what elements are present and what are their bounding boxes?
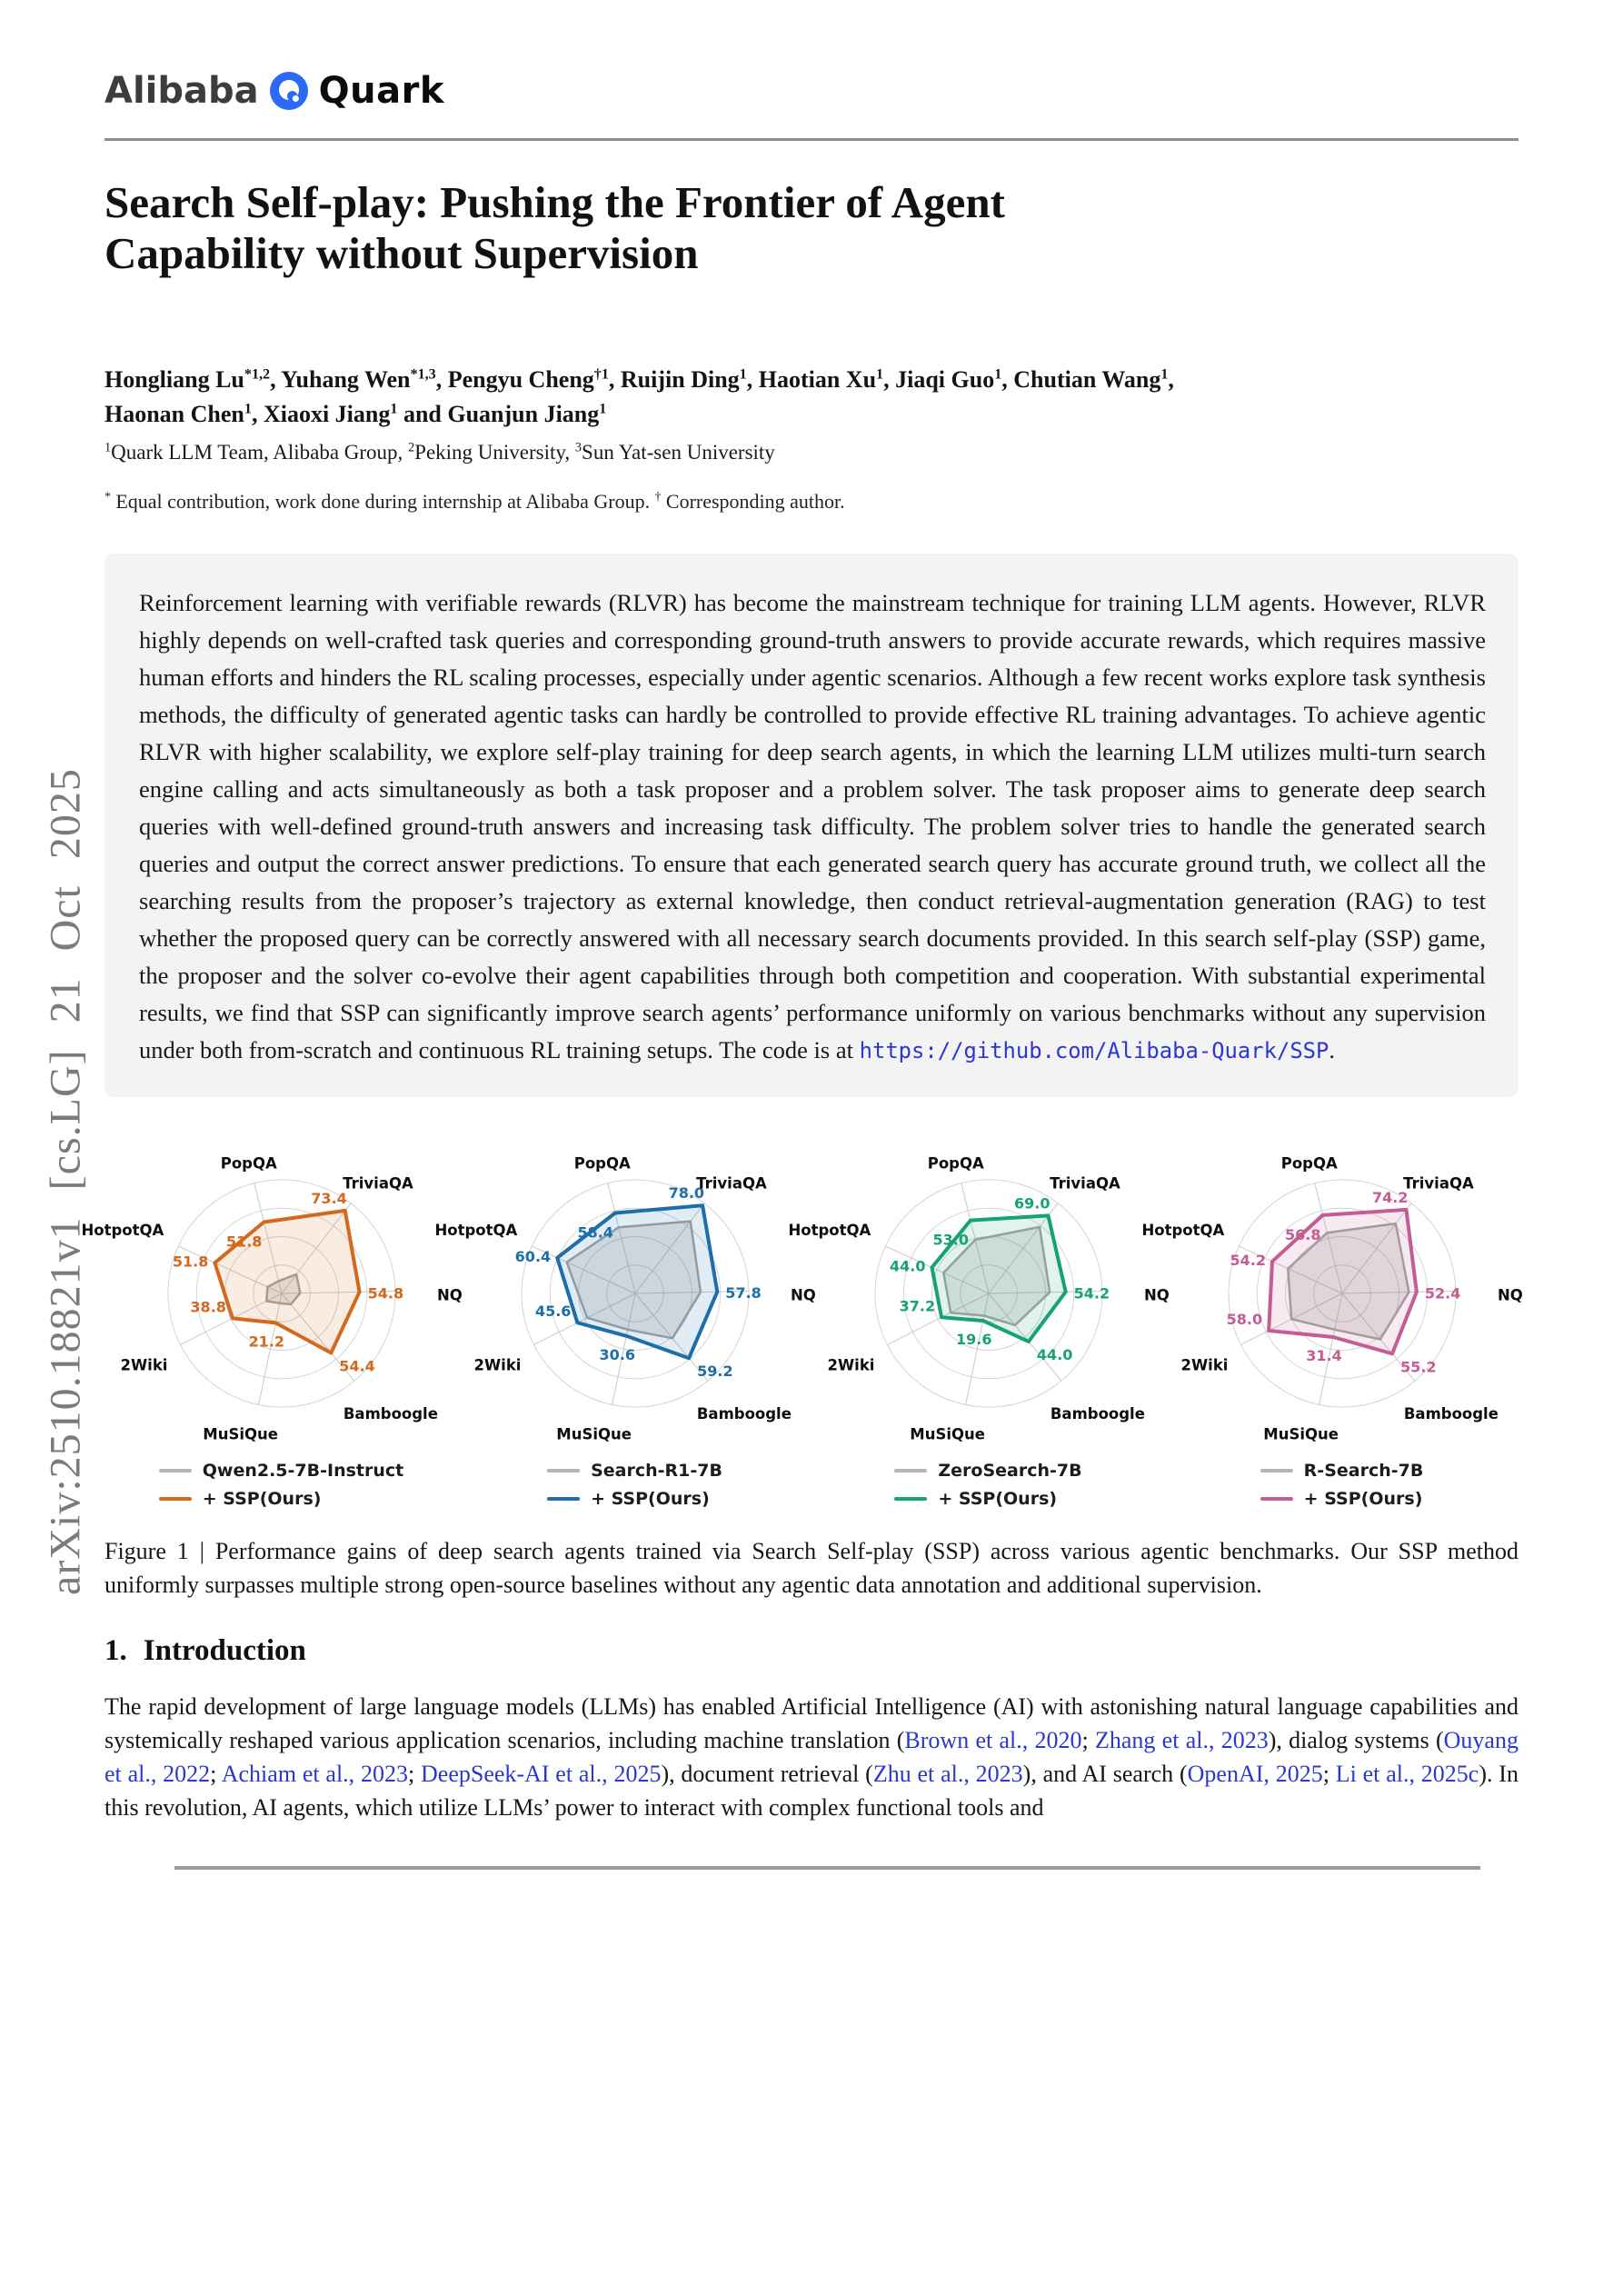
legend-group (105, 1461, 458, 1509)
text-segment: , Xiaoxi Jiang (251, 401, 391, 427)
axis-label: TriviaQA (696, 1174, 767, 1193)
axis-label: PopQA (927, 1154, 984, 1173)
axis-label: 2Wiki (473, 1356, 522, 1374)
section-heading-introduction (105, 1634, 1518, 1668)
text-segment: , Chutian Wang (1001, 366, 1161, 393)
quark-logo-icon (270, 72, 308, 110)
section-number: 1. (105, 1634, 127, 1667)
ssp-polygon (214, 1211, 359, 1353)
legend-item-ours (894, 1489, 1057, 1509)
quark-logo-text: Quark (318, 70, 444, 112)
value-label: 58.0 (1226, 1310, 1263, 1328)
alibaba-logo-text: Alibaba (105, 70, 259, 112)
text-segment: , Pengyu Cheng (435, 366, 594, 393)
text-segment: Equal contribution, work done during internship at Alibaba Group. (110, 490, 655, 513)
text-segment: , Jiaqi Guo (883, 366, 995, 393)
value-label: 59.2 (697, 1363, 733, 1381)
axis-label: MuSiQue (203, 1425, 278, 1443)
figure-caption: Figure 1 | Performance gains of deep search agents trained via Search Self-play (SSP) across various agentic benchmarks. Our SSP method uniformly surpasses multiple strong open-source baselines without any agentic data annotation and additional supervision. (105, 1538, 1518, 1598)
value-label: 51.8 (172, 1253, 209, 1271)
legend-item-baseline (547, 1461, 722, 1481)
page-title (105, 177, 1518, 279)
abstract (105, 554, 1518, 1097)
text-segment: Peking University, (414, 441, 575, 464)
value-label: 54.8 (367, 1284, 404, 1303)
footer-divider (174, 1866, 1480, 1870)
axis-label: 2Wiki (827, 1356, 875, 1374)
value-label: 57.8 (725, 1284, 762, 1303)
legend-line-swatch-color (159, 1497, 192, 1501)
superscript-marker: 1 (390, 401, 398, 417)
axis-label: PopQA (573, 1154, 631, 1173)
superscript-marker: 1 (1160, 366, 1169, 383)
text-segment: and Guanjun Jiang (397, 401, 600, 427)
legend-line-swatch-gray (159, 1469, 192, 1472)
text-segment: The rapid development of large language models (LLMs) has enabled Artificial Intelligence (AI) with astonishing natural language capabilities and systemically reshaped various application scenarios, including machine translation ( (105, 1693, 1518, 1753)
text-segment: ), dialog systems ( (1268, 1727, 1444, 1753)
axis-label: PopQA (220, 1154, 277, 1173)
axis-label: HotpotQA (788, 1222, 871, 1240)
citation-link[interactable]: Achiam et al., 2023 (221, 1761, 408, 1787)
axis-label: MuSiQue (1263, 1425, 1339, 1443)
value-label: 74.2 (1371, 1188, 1409, 1206)
citation-link[interactable]: DeepSeek-AI et al., 2025 (421, 1761, 662, 1787)
text-segment: , Yuhang Wen (270, 366, 411, 393)
legend-label: R-Search-7B (1303, 1461, 1424, 1481)
radar-charts-row (81, 1132, 1523, 1452)
axis-label: MuSiQue (556, 1425, 632, 1443)
axis-label: Bamboogle (343, 1405, 438, 1423)
citation-link[interactable]: Zhang et al., 2023 (1095, 1727, 1269, 1753)
legend-label: + SSP(Ours) (938, 1489, 1058, 1509)
radar-chart-qwen2.5-7b-instruct (81, 1132, 463, 1452)
value-label: 54.2 (1230, 1251, 1266, 1269)
axis-label: 2Wiki (1180, 1356, 1229, 1374)
text-segment: ), and AI search ( (1022, 1761, 1188, 1787)
text-segment: Hongliang Lu (105, 366, 244, 393)
legend-label: + SSP(Ours) (1303, 1489, 1423, 1509)
value-label: 37.2 (899, 1297, 936, 1315)
author-line-2 (105, 397, 1518, 432)
superscript-marker: 1 (739, 366, 747, 383)
axis-label: TriviaQA (1403, 1174, 1474, 1193)
superscript-marker: * (105, 489, 111, 504)
title-line-1: Search Self-play: Pushing the Frontier of Agent (105, 177, 1005, 227)
value-label: 54.4 (339, 1357, 375, 1375)
superscript-marker: 1 (876, 366, 884, 383)
intro-paragraph (105, 1690, 1518, 1824)
header-logo (105, 0, 1518, 111)
value-label: 56.8 (1285, 1225, 1321, 1243)
axis-label: 2Wiki (120, 1356, 168, 1374)
superscript-marker: † (654, 489, 662, 504)
superscript-marker: 1 (599, 401, 607, 417)
text-segment: Haonan Chen (105, 401, 244, 427)
axis-label: PopQA (1280, 1154, 1338, 1173)
author-line-1 (105, 363, 1518, 397)
value-label: 51.8 (225, 1233, 263, 1251)
figure-legend-row (105, 1461, 1518, 1509)
text-segment: ). In this revolution, AI agents, which utilize LLMs’ power to interact with complex functional tools and (105, 1761, 1518, 1821)
radar-plot-svg (81, 1132, 463, 1452)
text-segment: Sun Yat-sen University (582, 441, 775, 464)
text-segment: ; (210, 1761, 222, 1787)
radar-chart-r-search-7b (1141, 1132, 1523, 1452)
axis-label: Bamboogle (696, 1405, 792, 1423)
legend-group (812, 1461, 1165, 1509)
legend-line-swatch-color (1260, 1497, 1293, 1501)
legend-label: + SSP(Ours) (591, 1489, 710, 1509)
value-label: 31.4 (1306, 1347, 1342, 1365)
text-segment: . (1329, 1036, 1336, 1063)
radar-plot-svg (788, 1132, 1170, 1452)
axis-label: HotpotQA (434, 1222, 518, 1240)
section-title: Introduction (143, 1634, 306, 1667)
axis-label: NQ (1497, 1286, 1523, 1304)
legend-line-swatch-color (547, 1497, 580, 1501)
superscript-marker: 1 (244, 401, 252, 417)
value-label: 55.2 (1400, 1358, 1437, 1376)
axis-label: HotpotQA (1141, 1222, 1225, 1240)
axis-label: Bamboogle (1050, 1405, 1145, 1423)
legend-line-swatch-gray (894, 1469, 927, 1472)
header-divider (105, 138, 1518, 141)
text-segment: ; (1322, 1761, 1336, 1787)
axis-label: HotpotQA (81, 1222, 164, 1240)
citation-link[interactable]: Zhu et al., 2023 (872, 1761, 1023, 1787)
superscript-marker: 3 (574, 440, 582, 455)
legend-item-ours (1260, 1489, 1423, 1509)
contribution-footnote (105, 490, 1518, 514)
legend-label: Search-R1-7B (591, 1461, 722, 1481)
citation-link[interactable]: OpenAI, 2025 (1187, 1761, 1323, 1787)
value-label: 60.4 (514, 1247, 552, 1265)
citation-link[interactable]: Ouyang et al., 2022 (105, 1727, 1518, 1787)
text-segment: ; (407, 1761, 422, 1787)
value-label: 54.2 (1073, 1284, 1110, 1303)
legend-item-ours (547, 1489, 710, 1509)
text-segment: , Haotian Xu (746, 366, 877, 393)
axis-label: Bamboogle (1403, 1405, 1499, 1423)
radar-plot-svg (434, 1132, 816, 1452)
superscript-marker: *1,3 (410, 366, 436, 383)
text-segment: ; (1081, 1727, 1095, 1753)
legend-item-baseline (894, 1461, 1081, 1481)
text-segment: ), document retrieval ( (661, 1761, 873, 1787)
text-segment: Corresponding author. (661, 490, 845, 513)
title-line-2: Capability without Supervision (105, 228, 699, 278)
text-segment: Reinforcement learning with verifiable rewards (RLVR) has become the mainstream technique for training LLM agents. However, RLVR highly depends on well-crafted task queries and corresponding ground-truth answers to provide accurate rewards, which requires massive human efforts and hinders the RL scaling processes, especially under agentic scenarios. Although a few recent works explore task synthesis methods, the difficulty of generated agentic tasks can hardly be controlled to provide effective RL training advantages. To achieve agentic RLVR with higher scalability, we explore self-play training for deep search agents, in which the learning LLM utilizes multi-turn search engine calling and acts simultaneously as both a task proposer and a problem solver. The task proposer aims to generate deep search queries with well-defined ground-truth answers and increasing task difficulty. The problem solver tries to handle the generated search queries and output the correct answer predictions. To ensure that each generated search query has accurate ground truth, we collect all the searching results from the proposer’s trajectory as external knowledge, then conduct retrieval-augmentation generation (RAG) to test whether the proposed query can be correctly answered with all necessary search documents provided. In this search self-play (SSP) game, the proposer and the solver co-evolve their agent capabilities through both competition and cooperation. With substantial experimental results, we find that SSP can significantly improve search agents’ performance uniformly on various benchmarks without any supervision under both from-scratch and continuous RL training setups. The code is at (139, 589, 1486, 1063)
axis-label: NQ (790, 1286, 816, 1304)
author-list (105, 363, 1518, 432)
radar-chart-zerosearch-7b (788, 1132, 1170, 1452)
legend-line-swatch-gray (1260, 1469, 1293, 1472)
legend-group (1165, 1461, 1518, 1509)
legend-item-baseline (1260, 1461, 1424, 1481)
legend-line-swatch-gray (547, 1469, 580, 1472)
legend-item-baseline (159, 1461, 403, 1481)
value-label: 44.0 (1036, 1345, 1073, 1363)
code-url-link[interactable]: https://github.com/Alibaba-Quark/SSP (859, 1038, 1329, 1063)
axis-label: NQ (436, 1286, 463, 1304)
arxiv-sidebar-label: arXiv:2510.18821v1 [cs.LG] 21 Oct 2025 (41, 768, 90, 1595)
figure-1 (81, 1132, 1523, 1602)
value-label: 53.0 (932, 1231, 969, 1249)
value-label: 21.2 (248, 1333, 285, 1351)
superscript-marker: †1 (593, 366, 609, 383)
affiliations (105, 441, 1518, 464)
text-segment: , Ruijin Ding (608, 366, 740, 393)
legend-line-swatch-color (894, 1497, 927, 1501)
legend-label: ZeroSearch-7B (938, 1461, 1082, 1481)
radar-chart-search-r1-7b (434, 1132, 816, 1452)
axis-label: TriviaQA (343, 1174, 413, 1193)
text-segment: , (1168, 366, 1174, 393)
citation-link[interactable]: Li et al., 2025c (1335, 1761, 1479, 1787)
axis-label: NQ (1143, 1286, 1170, 1304)
value-label: 45.6 (534, 1303, 572, 1321)
value-label: 44.0 (889, 1257, 926, 1275)
value-label: 52.4 (1424, 1284, 1461, 1303)
legend-group (458, 1461, 812, 1509)
content-column (81, 0, 1523, 1870)
text-segment: Quark LLM Team, Alibaba Group, (111, 441, 409, 464)
superscript-marker: 1 (994, 366, 1002, 383)
citation-link[interactable]: Brown et al., 2020 (904, 1727, 1082, 1753)
axis-label: TriviaQA (1050, 1174, 1120, 1193)
value-label: 78.0 (668, 1184, 705, 1203)
value-label: 69.0 (1014, 1194, 1050, 1213)
value-label: 73.4 (311, 1189, 347, 1207)
radar-plot-svg (1141, 1132, 1523, 1452)
value-label: 38.8 (190, 1298, 226, 1316)
value-label: 19.6 (956, 1330, 992, 1348)
legend-item-ours (159, 1489, 322, 1509)
superscript-marker: *1,2 (244, 366, 271, 383)
legend-label: + SSP(Ours) (202, 1489, 322, 1509)
value-label: 30.6 (599, 1345, 636, 1363)
superscript-marker: 2 (408, 440, 415, 455)
superscript-marker: 1 (105, 440, 112, 455)
axis-label: MuSiQue (910, 1425, 985, 1443)
legend-label: Qwen2.5-7B-Instruct (202, 1461, 404, 1481)
value-label: 58.4 (577, 1223, 613, 1242)
